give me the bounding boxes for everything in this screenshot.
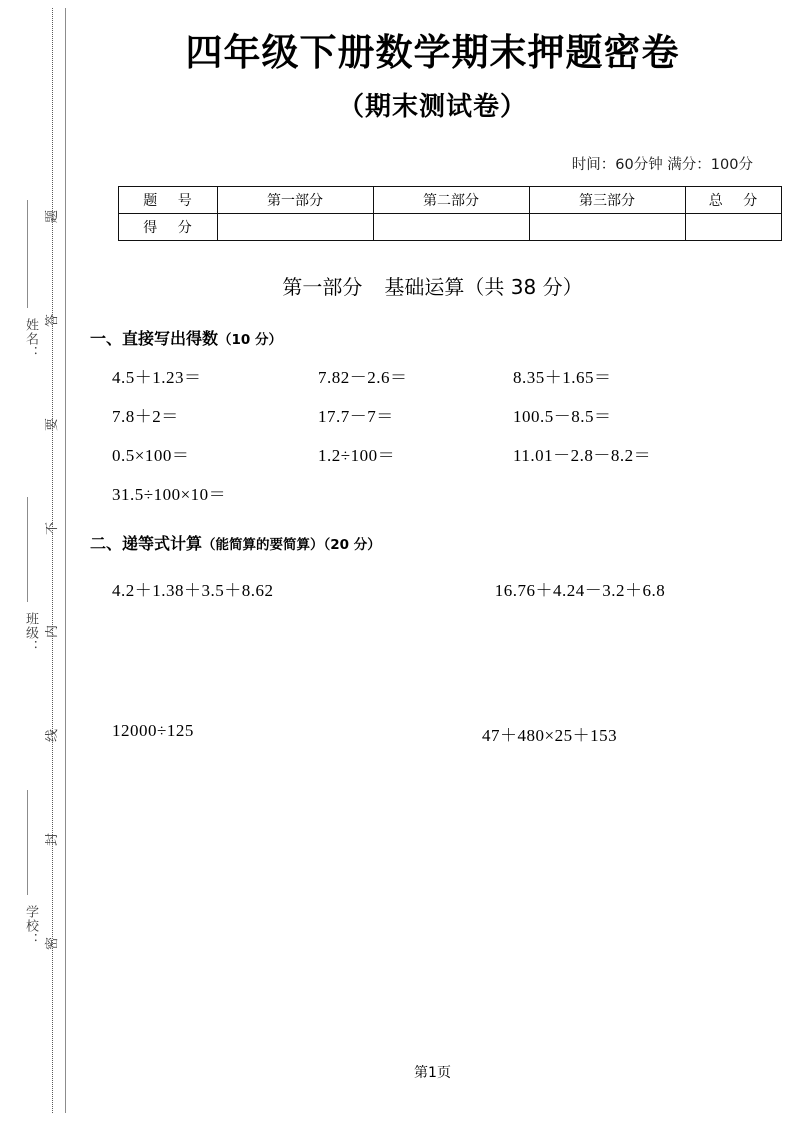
part-one-points: （共 38 分） <box>464 275 583 300</box>
exam-page-body <box>72 0 793 1121</box>
calculation-item: 4.2＋1.38＋3.5＋8.62 <box>112 581 274 601</box>
school-write-line[interactable] <box>27 790 28 895</box>
page-subtitle: （期末测试卷） <box>337 92 527 123</box>
class-label: 班级： <box>23 612 38 654</box>
expression-item: 31.5÷100×10＝ <box>112 485 227 505</box>
expression-item: 17.7－7＝ <box>318 407 394 427</box>
seal-vertical-text <box>43 210 63 950</box>
seal-char-3: 不 <box>45 521 61 535</box>
score-table <box>118 186 782 241</box>
score-table-cell-text: 得 分 <box>143 220 200 237</box>
seal-char-5: 线 <box>45 729 61 743</box>
expression-item: 100.5－8.5＝ <box>513 407 612 427</box>
expression-row <box>72 349 793 388</box>
table-row <box>118 187 781 214</box>
section-two-heading-main: 二、递等式计算 <box>90 534 203 554</box>
section-two-heading-points: （20 分） <box>323 537 381 554</box>
expression-item: 8.35＋1.65＝ <box>513 368 612 388</box>
section-two-heading-note: （能简算的要简算） <box>202 537 324 554</box>
expression-item: 7.82－2.6＝ <box>318 368 408 388</box>
score-table-cell-text: 总 分 <box>708 193 766 210</box>
seal-solid-line <box>65 8 66 1113</box>
expression-item: 0.5×100＝ <box>112 446 190 466</box>
page-footer <box>72 1062 793 1082</box>
expression-item: 4.5＋1.23＝ <box>112 368 202 388</box>
calculation-item: 16.76＋4.24－3.2＋6.8 <box>494 581 666 601</box>
score-table-wrapper <box>118 186 766 241</box>
section-two-heading <box>72 505 793 554</box>
expression-item: 11.01－2.8－8.2＝ <box>513 446 652 466</box>
seal-char-0: 题 <box>45 209 61 224</box>
expression-row <box>72 466 793 505</box>
page-title: 四年级下册数学期末押题密卷 <box>185 31 680 74</box>
score-table-header-total <box>685 187 781 214</box>
page-number: 第1页 <box>414 1065 451 1081</box>
score-table-header-part2: 第二部分 <box>373 187 529 214</box>
score-table-header-part1: 第一部分 <box>217 187 373 214</box>
score-cell-part1[interactable] <box>217 214 373 241</box>
seal-char-1: 答 <box>45 313 61 327</box>
seal-char-4: 内 <box>45 625 61 639</box>
score-table-row-label <box>118 187 217 214</box>
expression-item: 1.2÷100＝ <box>318 446 396 466</box>
section-one-heading <box>72 300 793 349</box>
seal-char-6: 封 <box>45 833 61 847</box>
expression-item: 7.8＋2＝ <box>112 407 179 427</box>
part-one-title: 基础运算 <box>384 275 465 300</box>
student-name-write-line[interactable] <box>27 200 28 308</box>
calculation-row <box>72 601 793 746</box>
seal-char-2: 要 <box>45 417 61 431</box>
exam-meta-info: 时间：60分钟 满分：100分 <box>571 157 753 174</box>
part-one-heading <box>72 241 793 300</box>
calculation-row <box>72 554 793 601</box>
section-one-heading-points: （10 分） <box>218 332 283 349</box>
calculation-item: 47＋480×25＋153 <box>482 726 618 746</box>
expression-row <box>72 427 793 466</box>
student-name-label: 姓名： <box>23 318 38 360</box>
score-table-header-part3: 第三部分 <box>529 187 685 214</box>
score-table-row-label <box>118 214 217 241</box>
seal-margin <box>0 0 72 1121</box>
score-cell-part2[interactable] <box>373 214 529 241</box>
class-write-line[interactable] <box>27 497 28 602</box>
table-row <box>118 214 781 241</box>
score-cell-total[interactable] <box>685 214 781 241</box>
seal-char-7: 密 <box>45 936 61 950</box>
section-one-heading-main: 一、直接写出得数 <box>90 329 219 349</box>
part-one-name: 第一部分 <box>282 275 363 300</box>
expression-row <box>72 388 793 427</box>
score-cell-part3[interactable] <box>529 214 685 241</box>
school-label: 学校： <box>23 905 38 947</box>
calculation-item: 12000÷125 <box>112 721 194 741</box>
score-table-cell-text: 题 号 <box>143 193 200 210</box>
